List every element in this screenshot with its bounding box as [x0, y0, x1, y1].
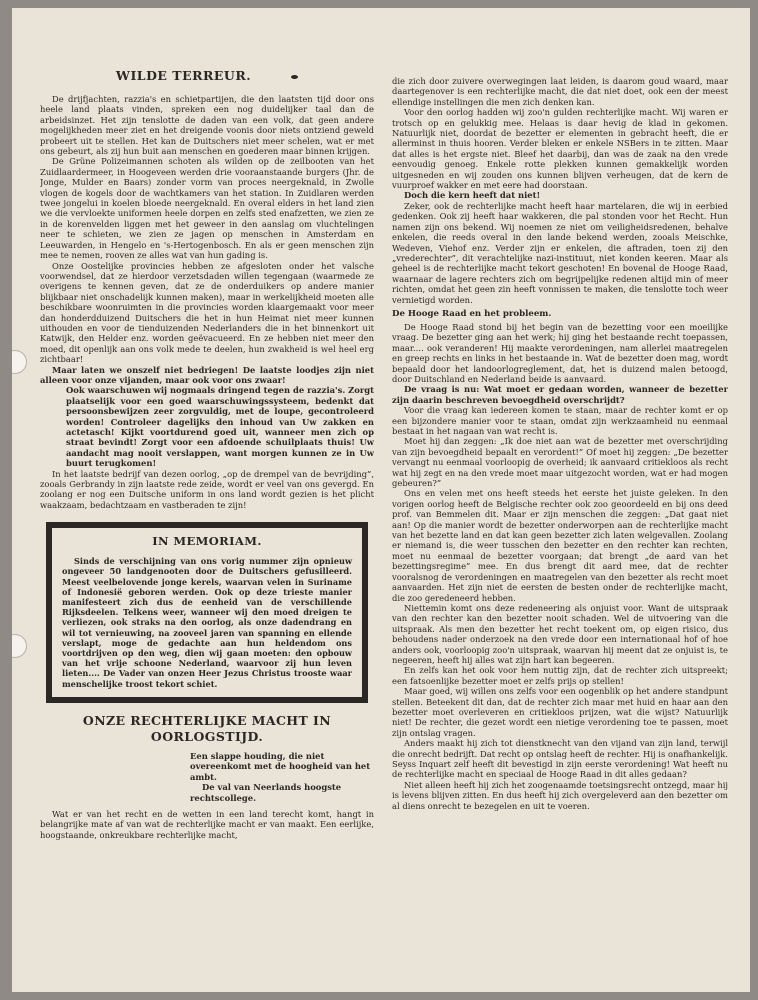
paragraph: Voor die vraag kan iedereen komen te staan, maar de rechter komt er op een bijzondere manier voor te staan, omdat zijn werkzaamheid nu eenmaal bestaat in het nagaan van wat recht is.	[392, 405, 728, 436]
paragraph: Wat er van het recht en de wetten in een land terecht komt, hangt in belangrijke mate af van wat de rechterlijke macht er van maakt. Een eerlijke, hoogstaande, onkreukbare rechterlijke macht,	[40, 808, 374, 840]
in-memoriam-title: IN MEMORIAM.	[152, 534, 262, 549]
paragraph: die zich door zuivere overwegingen laat leiden, is daarom goud waard, maar daartegenover is een rechterlijke macht, die dat niet doet, ook een der meest ellendige instellingen die men zich denken kan.	[392, 76, 728, 107]
paragraph: En zelfs kan het ook voor hem nuttig zijn, dat de rechter zich uitspreekt; een fatsoenlijke bezetter moet er zelfs prijs op stellen!	[392, 665, 728, 686]
paragraph: Niettemin komt ons deze redeneering als onjuist voor. Want de uitspraak van den rechter kan den bezetter nooit schaden. Wel de uitvoering van die uitspraak. Als men den bezetter het recht toekent om, op eigen risico, dus behoudens nader onderzoek na den vrede door een internationaal hof of hoe anders ook, voorloopig zoo'n uitspraak, waarvan hij meent dat ze onjuist is, te negeeren, heeft hij alles wat zijn hart kan begeeren.	[392, 602, 728, 665]
paragraph: Ons en velen met ons heeft steeds het eerste het juiste geleken. In den vorigen oorlog heeft de Belgische rechter ook zoo geoordeeld en bij ons deed prof. van Bemmelen dit. Maar er zijn menschen die zeggen: „Dat gaat niet aan! Op die manier wordt de bezetter onderworpen aan de rechterlijke macht van het bezette land en dat kan geen bezetter zich laten welgevallen. Zoolang er niemand is, die weer tusschen den bezetter en den rechter kan rechten, moet nu eenmaal de bezetter voorgaan; dat brengt „de aard van het bezettingsregime” mee. En dus brengt dit aard mee, dat de rechter vooralsnog de verordeningen en maatregelen van den bezetter als recht moet aanvaarden. Het zijn niet de eersten de besten onder de rechterlijke macht, die zoo geredeneerd hebben.	[392, 488, 728, 603]
subtitle-line: Een slappe houding, die niet overeenkomt met de hoogheid van het ambt.	[190, 750, 371, 782]
bold-paragraph: Doch die kern heeft dat niet!	[404, 190, 541, 201]
punch-hole-top	[12, 350, 27, 374]
paragraph: Zeker, ook de rechterlijke macht heeft haar martelaren, die wij in eerbied gedenken. Ook zij heeft haar wakkeren, die pal stonden voor het Recht. Hun namen zijn ons bekend. Wij noemen ze niet om veiligheidsredenen, behalve enkelen, die reeds overal in den lande bekend werden, zooals Meischke, Wedeven, Viehof enz. Verder zijn er enkelen, die aftraden, toen zij den „vrederechter”, dit verachtelijke nazi-instituut, niet konden keeren. Maar als geheel is de rechterlijke macht tekort geschoten! En bovenal de Hooge Raad, waarnaar de lagere rechters zich om begrijpelijke redenen altijd min of meer richten, omdat het geen zin heeft vonnissen te maken, die tenslotte toch weer vernietigd worden.	[392, 200, 728, 305]
left-column	[40, 68, 374, 840]
paragraph: In het laatste bedrijf van dezen oorlog, „op de drempel van de bevrijding”, zooals Gerbrandy in zijn laatste rede zeide, wordt er veel van ons gevergd. En zoolang er nog een Duitsche uniform in ons land wordt gezien is het plicht waakzaam, bedachtzaam en vastberaden te zijn!	[40, 468, 374, 510]
bold-paragraph: Maar laten we onszelf niet bedriegen! De laatste loodjes zijn niet alleen voor onze vijanden, maar ook voor ons zwaar!	[40, 364, 374, 385]
paragraph: Maar goed, wij willen ons zelfs voor een oogenblik op het andere standpunt stellen. Beteekent dit dan, dat de rechter zich maar met huid en haar aan den bezetter moet overleveren en critiekloos prijzen, wat die wijst? Natuurlijk niet! De rechter, die gezet wordt een nietige verordening toe te passen, moet zijn ontslag vragen.	[392, 686, 728, 738]
paragraph: Moet hij dan zeggen: „Ik doe niet aan wat de bezetter met overschrijding van zijn bevoegdheid bepaalt en verordent!” Of moet hij zeggen: „De bezetter vervangt nu eenmaal voorloopig de overheid; ik aanvaard critiekloos als recht wat hij zegt en na den vrede moet maar uitgezocht worden, wat er had mogen gebeuren?”	[392, 436, 728, 489]
paragraph: De Grüne Polizeimannen schoten als wilden op de zeilbooten van het Zuidlaardermeer, in Hoogeveen werden drie vooraanstaande burgers (Jhr. de Jonge, Mulder en Baars) zonder vorm van proces neergeknald, in Zwolle vlogen de kogels door de wachtkamers van het station. In Zuidlaren werden twee jongelui in koelen bloede neergeknald. En overal elders in het land zien we die vervloekte uniformen heele dorpen en zelfs sted enafzetten, we zien ze in de korenvelden liggen met het geweer in den aanslag om vluchtelingen neer te schieten, we zien ze jagen op menschen in Amsterdam en Leeuwarden, in Hengelo en 's-Hertogenbosch. En als er geen menschen zijn mee te nemen, rooven ze alles wat van hun gading is.	[40, 156, 374, 261]
section-heading: De Hooge Raad en het probleem.	[392, 308, 552, 319]
article-title-rechterlijke-macht: ONZE RECHTERLIJKE MACHT IN OORLOGSTIJD.	[82, 712, 332, 744]
subtitle-block	[190, 751, 374, 803]
newspaper-page	[12, 8, 750, 992]
article-title-wilde-terreur: WILDE TERREUR.	[40, 68, 374, 84]
paragraph: Niet alleen heeft hij zich het zoogenaamde toetsingsrecht ontzegd, maar hij is levens blijven zitten. En dus heeft hij zich overgeleverd aan den bezetter om al diens onrecht te bezegelen en uit te voeren.	[392, 779, 728, 811]
paragraph: Anders maakt hij zich tot dienstknecht van den vijand van zijn land, terwijl die onrecht bedrijft. Dat recht op ontslag heeft de rechter. Hij is onafhankelijk. Seyss Inquart zelf heeft dit bevestigd in zijn eerste verordening! Wat heeft nu de rechterlijke macht en speciaal de Hooge Raad in dit alles gedaan?	[392, 738, 728, 780]
punch-hole-bottom	[12, 634, 27, 658]
in-memoriam-box	[46, 522, 368, 703]
subtitle-line: De val van Neerlands hoogste rechtscollege.	[190, 782, 342, 803]
paragraph: De Hooge Raad stond bij het begin van de bezetting voor een moeilijke vraag. De bezetter ging aan het werk; hij ging het bestaande recht toepassen, maar.... ook veranderen! Hij maakte verordeningen, nam allerlei maatregelen en greep rechts en links in het bestaande in. Wat de bezetter doen mag, wordt bepaald door het landoorlogreglement, dat, het is duizend malen betoogd, door Duitschland en Nederland beide is aanvaard.	[392, 321, 728, 384]
in-memoriam-text: Sinds de verschijning van ons vorig nummer zijn opnieuw ongeveer 50 landgenooten door de Duitschers gefusilleerd. Meest veelbelovende jonge kerels, waarvan velen in Suriname of Indonesië geboren werden. Ook op deze trieste manier manifesteert zich dus de eenheid van de verschillende Rijksdeelen. Telkens weer, wanneer wij den moed dreigen te verliezen, ook straks na den oorlog, als onze dadendrang en wil tot vernieuwing, na zooveel jaren van spanning en ellende verslapt, moge de gedachte aan hun heldendom ons voortdrijven op den weg, dien wij gaan moeten: den opbouw van het vrije schoone Nederland, waarvoor zij hun leven lieten.... De Vader van onzen Heer Jezus Christus trooste waar menschelijke troost tekort schiet.	[62, 556, 352, 689]
paragraph: Voor den oorlog hadden wij zoo'n gulden rechterlijke macht. Wij waren er trotsch op en gelukkig mee. Helaas is daar hevig de klad in gekomen. Natuurlijk niet, doordat de bezetter er elementen in gebracht heeft, die er allerminst in thuis hooren. Verder bleken er enkele NSBers in te zitten. Maar dat alles is het ergste niet. Bleef het daarbij, dan was de zaak na den vrede eenvoudig genoeg. Enkele rotte plekken kunnen gemakkelijk worden uitgesneden en wij zouden ons kunnen blijven verheugen, dat de kern de vuurproef wakker en met eere had doorstaan.	[392, 107, 728, 191]
warning-paragraph: Ook waarschuwen wij nogmaals dringend tegen de razzia's. Zorgt plaatselijk voor een goed waarschuwingssysteem, bedenkt dat persoonsbewijzen zeer zorgvuldig, met de loupe, gecontroleerd worden! Controleer dagelijks den inhoud van Uw zakken en actetasch! Kijkt voortdurend goed uit, wanneer men zich op straat bevindt! Zorgt voor een afdoende schuilplaats thuis! Uw aandacht mag nooit verslappen, want morgen kunnen ze in Uw buurt terugkomen!	[66, 385, 374, 469]
right-column	[392, 76, 728, 811]
bold-paragraph: De vraag is nu: Wat moet er gedaan worden, wanneer de bezetter zijn daarin beschreven bevoegdheid overschrijdt?	[392, 384, 728, 405]
paragraph: De drijfjachten, razzia's en schietpartijen, die den laatsten tijd door ons heele land plaats vinden, spreken een nog duidelijker taal dan de arbeidsinzet. Het zijn tenslotte de daden van een volk, dat geen andere mogelijkheden meer ziet en het dreigende voonis door niets ontziend geweld probeert uit te stellen. Het kan de Duitschers niet meer schelen, wat er met ons gebeurt, als zij hun buit aan menschen en goederen maar binnen krijgen.	[40, 94, 374, 157]
paragraph: Onze Oostelijke provincies hebben ze afgesloten onder het valsche voorwendsel, dat ze hierdoor verzetsdaden willen tegengaan (waarmede ze overigens te kennen geven, dat ze de onderduikers op andere manier blijkbaar niet onschadelijk kunnen maken), maar in werkelijkheid moeten alle beschikbare woonruimten in die provincies worden klaargemaakt voor meer dan honderdduizend Duitschers die het in hun Heimat niet meer kunnen uithouden en voor de tienduizenden Nederlanders die in het binnenkort uit Katwijk, den Helder enz. worden geëvacueerd. En ze hebben niet meer den moed, dit openlijk aan ons volk mede te deelen, hun zwakheid is wel heel erg zichtbaar!	[40, 260, 374, 365]
